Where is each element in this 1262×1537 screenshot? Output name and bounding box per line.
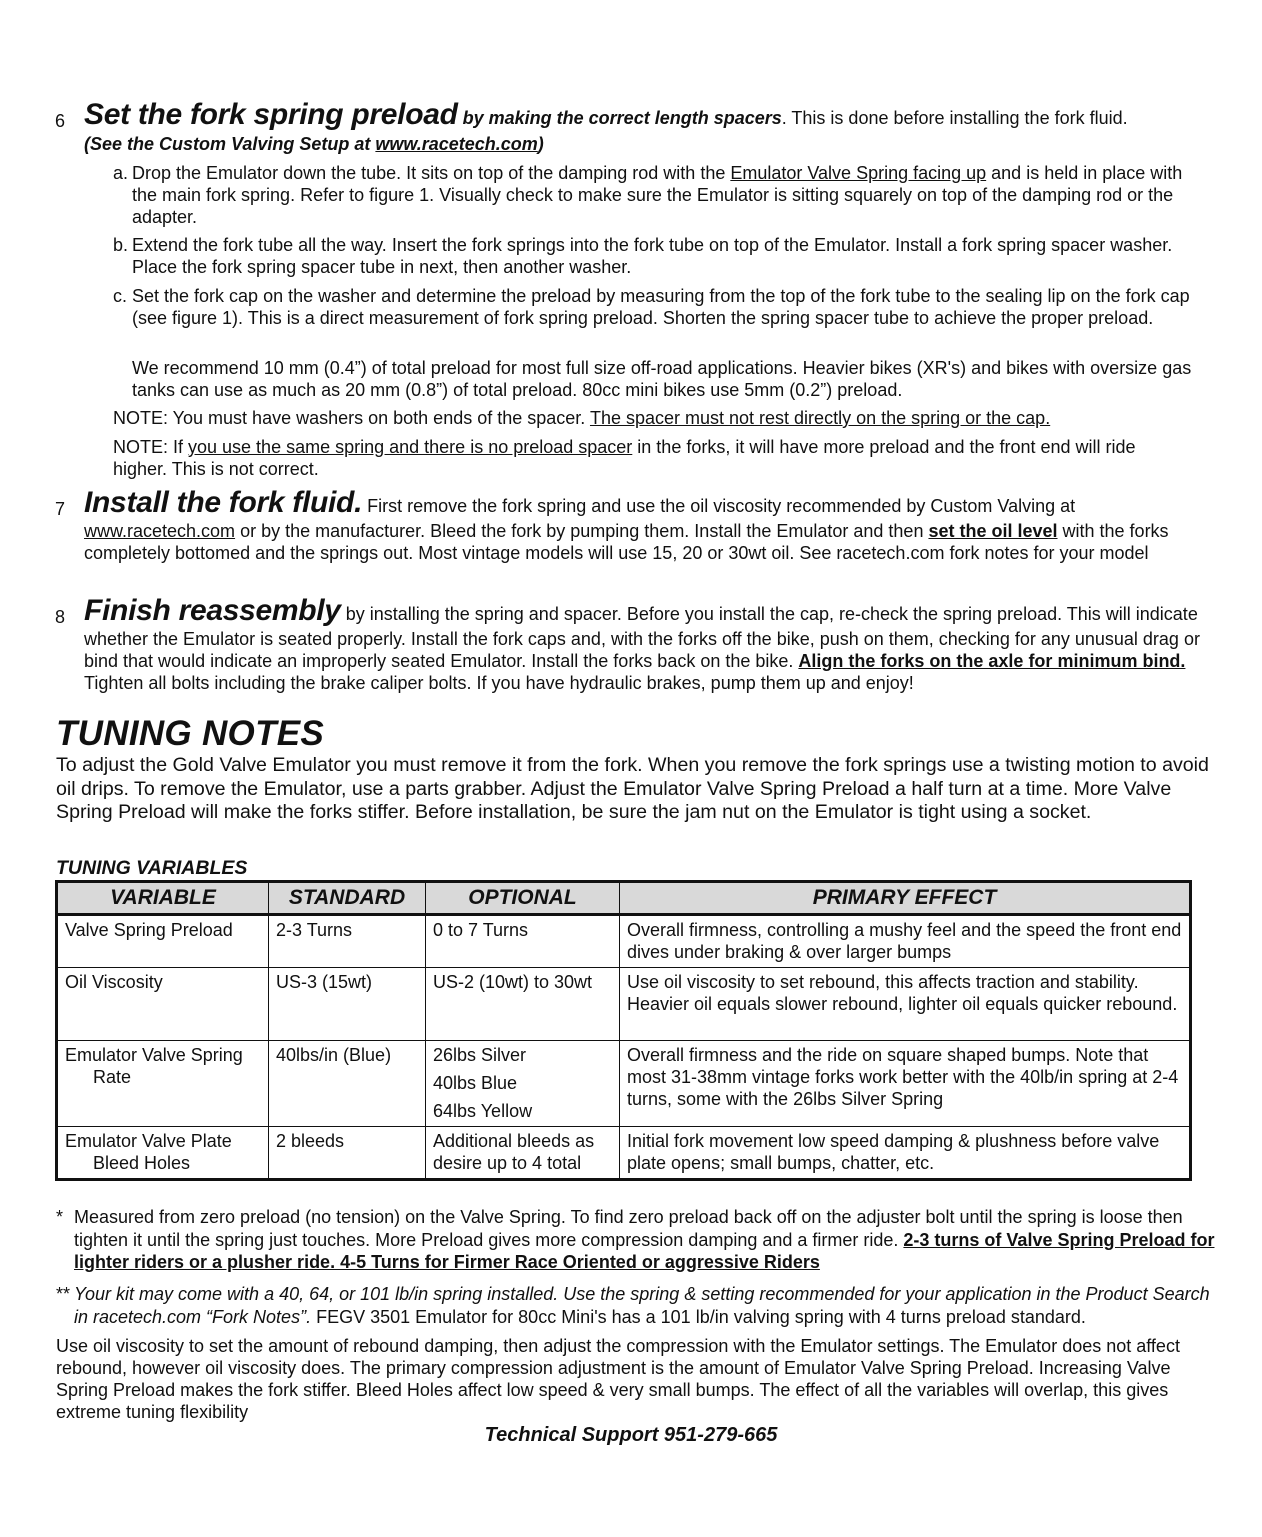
- closing-paragraph: Use oil viscosity to set the amount of rebound damping, then adjust the compression with the Emulator settings. The Emulator does not affect rebound, however oil viscosity does. The primary compression adjustment is the amount of Emulator Valve Spring Preload. Increasing Valve Spring Preload makes the fork stiffer. Bleed Holes affect low speed & very small bumps. The effect of all the variables will overlap, this gives extreme tuning flexibility: [56, 1336, 1180, 1422]
- tuning-notes-heading: TUNING NOTES: [56, 714, 325, 753]
- step-7-text-2: or by the manufacturer. Bleed the fork by pumping them. Install the Emulator and then: [235, 521, 929, 541]
- footnote-mark: *: [56, 1207, 64, 1227]
- step-6-number: 6: [55, 111, 66, 131]
- cell-variable: [57, 1041, 269, 1127]
- item-b-label: b.: [113, 235, 129, 255]
- variable-name: Emulator Valve Spring: [65, 1045, 243, 1065]
- variable-name: Emulator Valve Plate: [65, 1131, 232, 1151]
- step-8-text-2: Tighten all bolts including the brake caliper bolts. If you have hydraulic brakes, pump them up and enjoy!: [84, 673, 914, 693]
- step-6-see-note: [84, 133, 544, 155]
- step-6-lead: . This is done before installing the fork fluid.: [781, 108, 1128, 128]
- step-7-emphasis: set the oil level: [928, 521, 1058, 541]
- optional-value: 0 to 7 Turns: [433, 920, 529, 940]
- note-same-spring-text-1: NOTE: If: [113, 437, 189, 457]
- footnote-spring-kit: [56, 1283, 1216, 1328]
- step-6-item-c: [113, 285, 1208, 328]
- cell-variable: [57, 968, 269, 1041]
- optional-value: Additional bleeds as desire up to 4 total: [433, 1131, 595, 1173]
- cell-standard: US-3 (15wt): [269, 968, 426, 1041]
- cell-optional: [426, 1041, 620, 1127]
- variable-name: Valve Spring Preload: [65, 920, 233, 940]
- footnote-text: FEGV 3501 Emulator for 80cc Mini's has a 101 lb/in valving spring with 4 turns preload standard.: [311, 1306, 1086, 1327]
- preload-recommendation: We recommend 10 mm (0.4”) of total preload for most full size off-road applications. Heavier bikes (XR's) and bikes with oversize gas tanks can use as much as 20 mm (0.8”) of total preload. 80cc mini bikes use 5mm (0.2”) preload.: [132, 358, 1192, 400]
- optional-value: US-2 (10wt) to 30wt: [433, 972, 593, 992]
- step-7-title: Install the fork fluid: [84, 486, 355, 519]
- step-7-title-dot: .: [354, 486, 363, 519]
- cell-variable: [57, 915, 269, 968]
- step-8-paragraph: [84, 594, 1219, 694]
- note-washers-underlined: The spacer must not rest directly on the spring or the cap.: [589, 408, 1051, 428]
- note-same-spring: [113, 436, 1193, 480]
- technical-support: Technical Support 951-279-665: [484, 1424, 778, 1446]
- step-6-title: Set the fork spring preload: [84, 98, 458, 131]
- variable-name: Oil Viscosity: [65, 972, 163, 992]
- step-8-emphasis: Align the forks on the axle for minimum bind.: [798, 651, 1186, 671]
- cell-optional: [426, 1127, 620, 1180]
- cell-standard: 40lbs/in (Blue): [269, 1041, 426, 1127]
- footnote-text: Measured from zero preload (no tension) on the Valve Spring. To find zero preload back off on the adjuster bolt until the spring is loose then tighten it until the spring just touches. More Preload gives more compression damping and a firmer ride.: [74, 1207, 1183, 1250]
- footnote-body: [56, 1206, 1216, 1274]
- item-c-label: c.: [113, 286, 128, 306]
- cell-effect: Initial fork movement low speed damping & plushness before valve plate opens; small bumps, chatter, etc.: [620, 1127, 1191, 1180]
- note-washers-text: NOTE: You must have washers on both ends of the spacer.: [113, 408, 590, 428]
- table-row: [57, 1127, 1191, 1180]
- item-a-text-1: Drop the Emulator down the tube. It sits on top of the damping rod with the: [132, 163, 731, 183]
- footnote-preload: [56, 1206, 1216, 1274]
- header-optional: OPTIONAL: [426, 882, 620, 915]
- header-primary-effect: PRIMARY EFFECT: [620, 882, 1191, 915]
- cell-standard: 2-3 Turns: [269, 915, 426, 968]
- step-7-number: 7: [55, 499, 66, 519]
- tuning-variables-table: [55, 880, 1192, 1181]
- step-7-text-3: with the forks completely bottomed and the springs out. Most vintage models will use 15, 20 or 30wt oil. See racetech.com fork notes for your model: [84, 521, 1169, 563]
- step-8-text-1: by installing the spring and spacer. Before you install the cap, re-check the spring preload. This will indicate whether the Emulator is seated properly. Install the fork caps and, with the forks off the bike, push on them, checking for any unusual drag or bind that would indicate an improperly seated Emulator. Install the forks back on the bike.: [84, 604, 1200, 671]
- header-standard: STANDARD: [269, 882, 426, 915]
- step-8-title: Finish reassembly: [84, 594, 341, 627]
- item-a-label: a.: [113, 163, 129, 183]
- footnote-body: [56, 1283, 1216, 1328]
- variable-name-cont: Rate: [93, 1067, 132, 1087]
- see-prefix: (See the Custom Valving Setup at: [84, 134, 376, 154]
- table-row: [57, 968, 1191, 1041]
- step-6-item-b: [113, 234, 1208, 277]
- item-c-text: Set the fork cap on the washer and determine the preload by measuring from the top of the fork tube to the sealing lip on the fork cap (see figure 1). This is a direct measurement of fork spring preload. Shorten the spring spacer tube to achieve the proper preload.: [132, 286, 1190, 328]
- variable-name-cont: Bleed Holes: [93, 1153, 191, 1173]
- cell-effect: Overall firmness, controlling a mushy feel and the speed the front end dives under braking & over larger bumps: [620, 915, 1191, 968]
- tuning-variables-title: TUNING VARIABLES: [56, 857, 248, 879]
- item-a-text-2: and is held in place with the main fork spring. Refer to figure 1. Visually check to make sure the Emulator is sitting squarely on top of the damping rod or the adapter.: [132, 163, 1183, 227]
- table-row: [57, 915, 1191, 968]
- header-variable: VARIABLE: [57, 882, 269, 915]
- footnote-mark: **: [56, 1284, 71, 1304]
- footnote-emphasis: 2-3 turns of Valve Spring Preload for lighter riders or a plusher ride. 4-5 Turns for Firmer Race Oriented or aggressive Riders: [74, 1229, 1215, 1272]
- racetech-link[interactable]: www.racetech.com: [375, 134, 538, 154]
- cell-effect: Use oil viscosity to set rebound, this affects traction and stability. Heavier oil equals slower rebound, lighter oil equals quicker rebound.: [620, 968, 1191, 1041]
- step-6-heading: [84, 98, 1224, 132]
- item-a-underlined: Emulator Valve Spring facing up: [730, 163, 987, 183]
- note-same-spring-underlined: you use the same spring and there is no preload spacer: [188, 437, 633, 457]
- cell-variable: [57, 1127, 269, 1180]
- footnote-italic: Your kit may come with a 40, 64, or 101 lb/in spring installed. Use the spring & setting recommended for your application in the Product Search in racetech.com “Fork Notes”.: [74, 1284, 1210, 1327]
- step-6-item-a: [113, 162, 1208, 227]
- see-suffix: ): [537, 134, 544, 154]
- racetech-link-2[interactable]: www.racetech.com: [84, 521, 236, 541]
- tuning-intro: To adjust the Gold Valve Emulator you must remove it from the fork. When you remove the fork springs use a twisting motion to avoid oil drips. To remove the Emulator, use a parts grabber. Adjust the Emulator Valve Spring Preload a half turn at a time. More Valve Spring Preload will make the forks stiffer. Before installation, be sure the jam nut on the Emulator is tight using a socket.: [56, 754, 1209, 823]
- cell-standard: 2 bleeds: [269, 1127, 426, 1180]
- step-8-number: 8: [55, 607, 66, 627]
- table-row: [57, 1041, 1191, 1127]
- cell-optional: [426, 968, 620, 1041]
- note-same-spring-text-2: in the forks, it will have more preload and the front end will ride higher. This is not correct.: [113, 437, 1136, 479]
- step-7-paragraph: [84, 486, 1214, 564]
- step-7-text-1: First remove the fork spring and use the oil viscosity recommended by Custom Valving at: [362, 496, 1076, 516]
- note-washers: [113, 407, 1208, 429]
- item-b-text: Extend the fork tube all the way. Insert the fork springs into the fork tube on top of the Emulator. Install a fork spring spacer washer. Place the fork spring spacer tube in next, then another washer.: [132, 235, 1173, 277]
- optional-value: 26lbs Silver: [433, 1045, 527, 1065]
- cell-optional: [426, 915, 620, 968]
- step-6-subtitle: by making the correct length spacers: [462, 108, 782, 128]
- table-header-row: [57, 882, 1191, 915]
- item-a-text: [132, 162, 1208, 228]
- optional-value: 64lbs Yellow: [433, 1101, 533, 1121]
- cell-effect: Overall firmness and the ride on square shaped bumps. Note that most 31-38mm vintage forks work better with the 40lb/in spring at 2-4 turns, some with the 26lbs Silver Spring: [620, 1041, 1191, 1127]
- optional-value: 40lbs Blue: [433, 1073, 518, 1093]
